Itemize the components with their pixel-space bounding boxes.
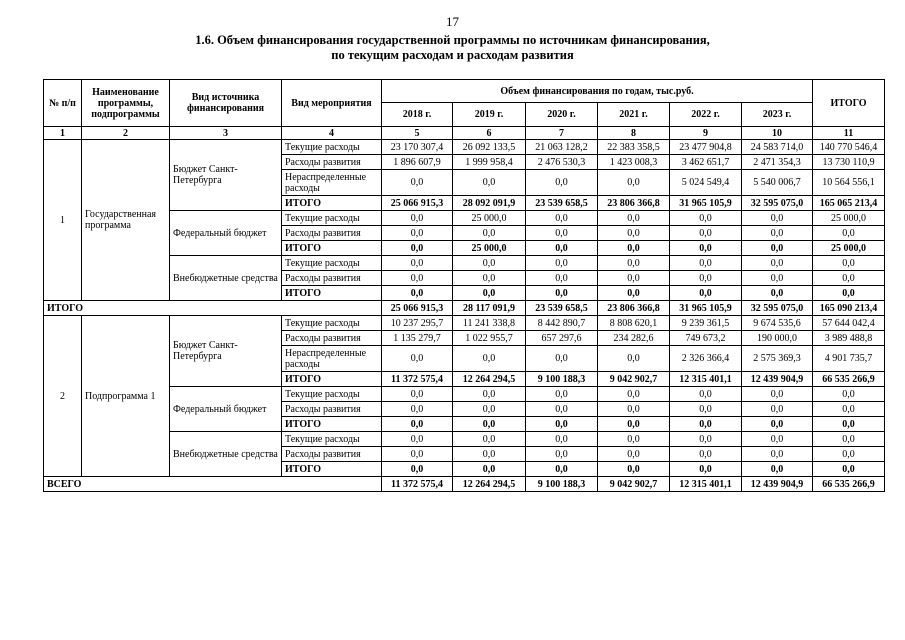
total-value-cell: 11 372 575,4 [382,477,453,492]
value-cell: 0,0 [742,256,813,271]
value-cell: 0,0 [453,447,526,462]
row-number: 1 [44,140,82,301]
value-cell: 4 901 735,7 [813,346,885,372]
header-volume: Объем финансирования по годам, тыс.руб. [382,80,813,103]
value-cell: 0,0 [742,402,813,417]
measure-label: ИТОГО [282,462,382,477]
value-cell: 8 808 620,1 [598,316,670,331]
table-row [44,256,885,271]
total-value-cell: 23 539 658,5 [526,301,598,316]
value-cell: 24 583 714,0 [742,140,813,155]
value-cell: 0,0 [742,271,813,286]
value-cell: 165 065 213,4 [813,196,885,211]
value-cell: 0,0 [598,462,670,477]
value-cell: 749 673,2 [670,331,742,346]
value-cell: 0,0 [598,170,670,196]
value-cell: 0,0 [670,432,742,447]
value-cell: 0,0 [453,226,526,241]
measure-label: ИТОГО [282,417,382,432]
value-cell: 1 999 958,4 [453,155,526,170]
measure-label: Расходы развития [282,331,382,346]
value-cell: 26 092 133,5 [453,140,526,155]
value-cell: 0,0 [742,226,813,241]
value-cell: 0,0 [598,241,670,256]
value-cell: 28 092 091,9 [453,196,526,211]
value-cell: 0,0 [382,402,453,417]
value-cell: 0,0 [526,402,598,417]
value-cell: 0,0 [742,417,813,432]
total-value-cell: 9 042 902,7 [598,477,670,492]
value-cell: 0,0 [526,447,598,462]
value-cell: 10 237 295,7 [382,316,453,331]
measure-label: Расходы развития [282,271,382,286]
value-cell: 22 383 358,5 [598,140,670,155]
program-name: Подпрограмма 1 [82,316,170,477]
header-measure: Вид мероприятия [282,80,382,127]
value-cell: 0,0 [742,447,813,462]
value-cell: 0,0 [813,286,885,301]
table-row [44,432,885,447]
column-number: 6 [453,127,526,140]
total-value-cell: 66 535 266,9 [813,477,885,492]
value-cell: 0,0 [526,170,598,196]
value-cell: 0,0 [382,346,453,372]
value-cell: 12 264 294,5 [453,372,526,387]
total-value-cell: 32 595 075,0 [742,301,813,316]
measure-label: Текущие расходы [282,387,382,402]
value-cell: 0,0 [382,432,453,447]
value-cell: 0,0 [453,271,526,286]
financing-table [43,79,885,492]
value-cell: 0,0 [382,241,453,256]
value-cell: 0,0 [382,417,453,432]
title-line-1: 1.6. Объем финансирования государственной программы по источникам финансирования, [195,33,710,47]
value-cell: 0,0 [526,271,598,286]
value-cell: 2 471 354,3 [742,155,813,170]
value-cell: 0,0 [526,346,598,372]
value-cell: 0,0 [526,211,598,226]
value-cell: 0,0 [453,387,526,402]
value-cell: 0,0 [526,387,598,402]
header-program: Наименование программы, подпрограммы [82,80,170,127]
value-cell: 12 439 904,9 [742,372,813,387]
measure-label: Текущие расходы [282,211,382,226]
value-cell: 25 000,0 [813,211,885,226]
table-row [44,140,885,155]
value-cell: 0,0 [453,462,526,477]
value-cell: 5 024 549,4 [670,170,742,196]
value-cell: 0,0 [670,447,742,462]
value-cell: 25 066 915,3 [382,196,453,211]
value-cell: 0,0 [526,417,598,432]
value-cell: 9 674 535,6 [742,316,813,331]
value-cell: 0,0 [382,447,453,462]
total-row [44,477,885,492]
value-cell: 9 042 902,7 [598,372,670,387]
total-value-cell: 9 100 188,3 [526,477,598,492]
measure-label: Расходы развития [282,155,382,170]
value-cell: 11 241 338,8 [453,316,526,331]
value-cell: 0,0 [598,402,670,417]
value-cell: 32 595 075,0 [742,196,813,211]
measure-label: ИТОГО [282,286,382,301]
value-cell: 0,0 [598,432,670,447]
table-row [44,387,885,402]
value-cell: 0,0 [526,286,598,301]
value-cell: 190 000,0 [742,331,813,346]
title-line-2: по текущим расходам и расходам развития [331,48,574,62]
column-number: 11 [813,127,885,140]
header-year: 2021 г. [598,103,670,127]
value-cell: 23 477 904,8 [670,140,742,155]
measure-label: Текущие расходы [282,140,382,155]
table-row [44,211,885,226]
column-number: 1 [44,127,82,140]
header-year: 2020 г. [526,103,598,127]
total-value-cell: 12 315 401,1 [670,477,742,492]
value-cell: 0,0 [382,211,453,226]
value-cell: 0,0 [742,286,813,301]
measure-label: Расходы развития [282,226,382,241]
table-body [44,140,885,492]
column-number: 4 [282,127,382,140]
value-cell: 1 135 279,7 [382,331,453,346]
value-cell: 9 100 188,3 [526,372,598,387]
column-number: 9 [670,127,742,140]
value-cell: 0,0 [670,462,742,477]
value-cell: 0,0 [813,226,885,241]
total-value-cell: 31 965 105,9 [670,301,742,316]
value-cell: 0,0 [670,226,742,241]
measure-label: Нераспределенные расходы [282,346,382,372]
value-cell: 2 476 530,3 [526,155,598,170]
value-cell: 0,0 [670,211,742,226]
value-cell: 13 730 110,9 [813,155,885,170]
value-cell: 5 540 006,7 [742,170,813,196]
table-header [44,80,885,140]
value-cell: 0,0 [453,432,526,447]
value-cell: 0,0 [813,387,885,402]
value-cell: 0,0 [813,417,885,432]
measure-label: ИТОГО [282,241,382,256]
funding-source: Бюджет Санкт-Петербурга [170,140,282,211]
value-cell: 0,0 [670,387,742,402]
value-cell: 0,0 [813,271,885,286]
total-value-cell: 28 117 091,9 [453,301,526,316]
value-cell: 66 535 266,9 [813,372,885,387]
value-cell: 0,0 [598,211,670,226]
value-cell: 25 000,0 [453,241,526,256]
value-cell: 0,0 [670,271,742,286]
value-cell: 0,0 [598,417,670,432]
header-year: 2023 г. [742,103,813,127]
value-cell: 25 000,0 [813,241,885,256]
measure-label: Нераспределенные расходы [282,170,382,196]
total-value-cell: 25 066 915,3 [382,301,453,316]
value-cell: 0,0 [526,241,598,256]
value-cell: 0,0 [526,432,598,447]
value-cell: 25 000,0 [453,211,526,226]
program-name: Государственная программа [82,140,170,301]
column-number: 2 [82,127,170,140]
value-cell: 0,0 [742,211,813,226]
value-cell: 0,0 [382,271,453,286]
value-cell: 10 564 556,1 [813,170,885,196]
funding-source: Федеральный бюджет [170,387,282,432]
value-cell: 0,0 [453,256,526,271]
value-cell: 0,0 [382,387,453,402]
measure-label: Текущие расходы [282,432,382,447]
value-cell: 0,0 [598,271,670,286]
value-cell: 0,0 [813,402,885,417]
value-cell: 9 239 361,5 [670,316,742,331]
value-cell: 31 965 105,9 [670,196,742,211]
value-cell: 0,0 [813,432,885,447]
row-number: 2 [44,316,82,477]
value-cell: 0,0 [598,286,670,301]
value-cell: 0,0 [526,226,598,241]
value-cell: 8 442 890,7 [526,316,598,331]
header-year: 2022 г. [670,103,742,127]
funding-source: Бюджет Санкт-Петербурга [170,316,282,387]
funding-source: Внебюджетные средства [170,256,282,301]
value-cell: 0,0 [526,462,598,477]
value-cell: 0,0 [526,256,598,271]
total-label: ИТОГО [44,301,382,316]
table-title [0,33,905,63]
header-num: № п/п [44,80,82,127]
value-cell: 0,0 [453,170,526,196]
value-cell: 0,0 [453,417,526,432]
measure-label: ИТОГО [282,196,382,211]
total-value-cell: 12 439 904,9 [742,477,813,492]
value-cell: 0,0 [598,387,670,402]
value-cell: 11 372 575,4 [382,372,453,387]
value-cell: 0,0 [813,462,885,477]
value-cell: 0,0 [382,256,453,271]
header-year: 2018 г. [382,103,453,127]
total-value-cell: 12 264 294,5 [453,477,526,492]
value-cell: 0,0 [453,402,526,417]
value-cell: 0,0 [598,256,670,271]
column-number: 10 [742,127,813,140]
value-cell: 0,0 [670,256,742,271]
funding-source: Внебюджетные средства [170,432,282,477]
value-cell: 0,0 [598,447,670,462]
value-cell: 0,0 [382,226,453,241]
measure-label: ИТОГО [282,372,382,387]
header-year: 2019 г. [453,103,526,127]
measure-label: Текущие расходы [282,256,382,271]
value-cell: 0,0 [453,286,526,301]
value-cell: 140 770 546,4 [813,140,885,155]
value-cell: 1 896 607,9 [382,155,453,170]
measure-label: Расходы развития [282,447,382,462]
value-cell: 21 063 128,2 [526,140,598,155]
measure-label: Текущие расходы [282,316,382,331]
value-cell: 0,0 [742,432,813,447]
measure-label: Расходы развития [282,402,382,417]
page-number: 17 [446,14,459,29]
total-value-cell: 165 090 213,4 [813,301,885,316]
funding-source: Федеральный бюджет [170,211,282,256]
value-cell: 0,0 [382,170,453,196]
value-cell: 657 297,6 [526,331,598,346]
value-cell: 3 462 651,7 [670,155,742,170]
value-cell: 0,0 [670,286,742,301]
value-cell: 234 282,6 [598,331,670,346]
column-number: 7 [526,127,598,140]
value-cell: 0,0 [382,286,453,301]
value-cell: 2 575 369,3 [742,346,813,372]
value-cell: 0,0 [742,462,813,477]
total-row [44,301,885,316]
value-cell: 0,0 [670,241,742,256]
value-cell: 23 539 658,5 [526,196,598,211]
header-source: Вид источника финансирования [170,80,282,127]
value-cell: 0,0 [813,256,885,271]
column-number: 5 [382,127,453,140]
value-cell: 1 022 955,7 [453,331,526,346]
value-cell: 0,0 [670,417,742,432]
value-cell: 57 644 042,4 [813,316,885,331]
header-total: ИТОГО [813,80,885,127]
column-number: 3 [170,127,282,140]
value-cell: 0,0 [453,346,526,372]
value-cell: 3 989 488,8 [813,331,885,346]
column-number: 8 [598,127,670,140]
value-cell: 0,0 [598,346,670,372]
value-cell: 2 326 366,4 [670,346,742,372]
table-row [44,316,885,331]
total-label: ВСЕГО [44,477,382,492]
value-cell: 0,0 [598,226,670,241]
value-cell: 0,0 [742,241,813,256]
value-cell: 1 423 008,3 [598,155,670,170]
value-cell: 0,0 [742,387,813,402]
value-cell: 0,0 [670,402,742,417]
value-cell: 12 315 401,1 [670,372,742,387]
value-cell: 23 170 307,4 [382,140,453,155]
value-cell: 23 806 366,8 [598,196,670,211]
value-cell: 0,0 [813,447,885,462]
value-cell: 0,0 [382,462,453,477]
total-value-cell: 23 806 366,8 [598,301,670,316]
